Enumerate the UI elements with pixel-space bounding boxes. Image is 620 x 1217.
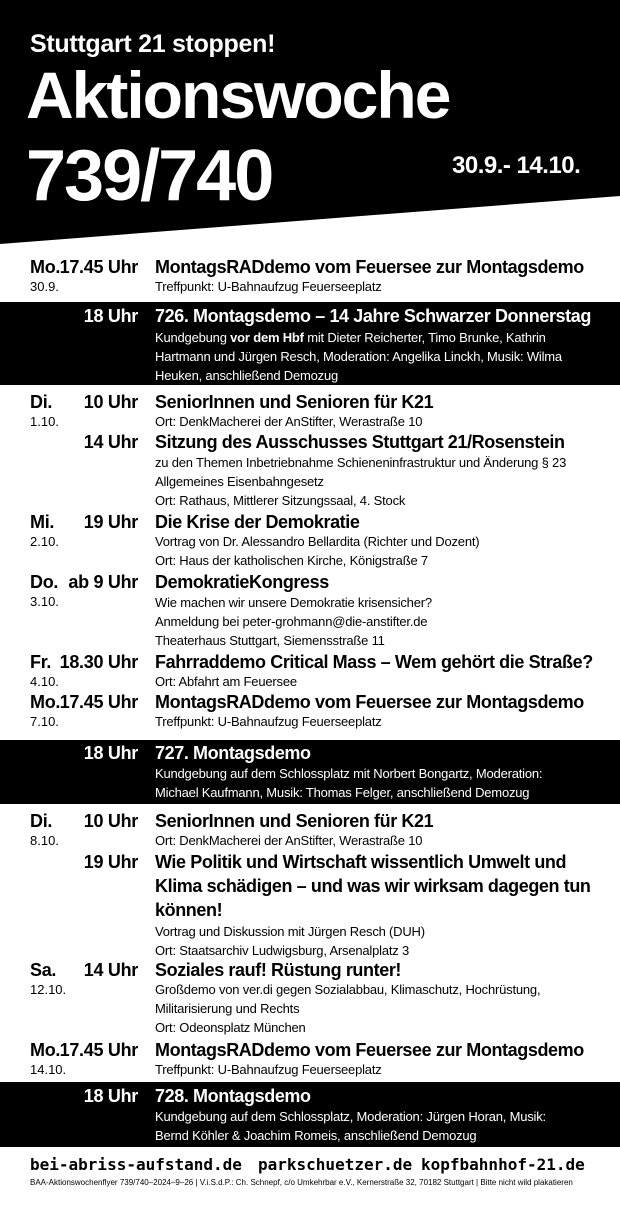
event-row — [0, 430, 620, 510]
event-desc: Kundgebung auf dem Schlossplatz mit Norbert Bongartz, Moderation: Michael Kaufmann, Musik: Thomas Felger, anschließend Demozug — [155, 766, 543, 800]
event-title: 728. Montagsdemo — [155, 1086, 311, 1106]
event-time: 18 Uhr — [83, 1086, 138, 1106]
event-time: 19 Uhr — [83, 852, 138, 872]
event-title: Wie Politik und Wirtschaft wissentlich Umwelt und Klima schädigen – und was wir wirksam dagegen tun können! — [155, 852, 591, 920]
event-date: 12.10. — [30, 982, 67, 997]
event-day: Mi. — [30, 512, 55, 532]
footer-link-parkschuetzer[interactable]: parkschuetzer.de — [258, 1155, 413, 1174]
event-row — [0, 690, 620, 732]
footer-link-kopfbahnhof-21[interactable]: kopfbahnhof-21.de — [421, 1155, 585, 1174]
event-day: Mo. — [30, 692, 61, 712]
event-time: 14 Uhr — [83, 432, 138, 452]
event-day: Do. — [30, 572, 59, 592]
event-day: Fr. — [30, 652, 52, 672]
event-row — [0, 570, 620, 650]
event-date: 7.10. — [30, 714, 59, 729]
event-desc: zu den Themen Inbetriebnahme Schieneninfrastruktur und Änderung § 23 Allgemeines Eisenbahngesetz Ort: Rathaus, Mittlerer Sitzungssaal, 4. Stock — [155, 455, 567, 508]
event-time: 18.30 Uhr — [59, 652, 138, 672]
header-date-range: 30.9.- 14.10. — [452, 152, 581, 179]
event-title: MontagsRADdemo vom Feuersee zur Montagsdemo — [155, 1040, 584, 1060]
event-time: 17.45 Uhr — [59, 1040, 138, 1060]
event-row — [0, 958, 620, 1038]
event-desc: Ort: DenkMacherei der AnStifter, Werastraße 10 — [155, 833, 423, 848]
event-title: Soziales rauf! Rüstung runter! — [155, 960, 402, 980]
event-desc: Ort: DenkMacherei der AnStifter, Werastraße 10 — [155, 414, 423, 429]
footer-links — [0, 1155, 620, 1177]
header-banner — [0, 0, 620, 245]
event-title: 727. Montagsdemo — [155, 743, 311, 763]
event-row — [0, 510, 620, 570]
event-date: 30.9. — [30, 279, 59, 294]
event-title: 726. Montagsdemo – 14 Jahre Schwarzer Donnerstag — [155, 306, 591, 326]
event-row — [0, 850, 620, 958]
event-date: 3.10. — [30, 594, 59, 609]
event-day: Di. — [30, 392, 53, 412]
event-date: 8.10. — [30, 833, 59, 848]
event-desc: Vortrag von Dr. Alessandro Bellardita (Richter und Dozent) Ort: Haus der katholischen Kirche, Königstraße 7 — [155, 534, 480, 568]
event-day: Mo. — [30, 257, 61, 277]
header-number: 739/740 — [26, 136, 273, 216]
event-day: Sa. — [30, 960, 57, 980]
event-date: 1.10. — [30, 414, 59, 429]
event-date: 14.10. — [30, 1062, 67, 1077]
event-title: MontagsRADdemo vom Feuersee zur Montagsdemo — [155, 257, 584, 277]
event-row-highlight — [0, 1082, 620, 1147]
event-title: Die Krise der Demokratie — [155, 512, 360, 532]
event-desc: Kundgebung auf dem Schlossplatz, Moderation: Jürgen Horan, Musik: Bernd Köhler & Joachim Romeis, anschließend Demozug — [155, 1109, 546, 1143]
event-title: DemokratieKongress — [155, 572, 329, 592]
event-desc: Großdemo von ver.di gegen Sozialabbau, Klimaschutz, Hochrüstung, Militarisierung und Rechts Ort: Odeonsplatz München — [155, 982, 541, 1035]
event-title: Fahrraddemo Critical Mass – Wem gehört die Straße? — [155, 652, 593, 672]
header-title: Aktionswoche — [26, 58, 450, 132]
event-date: 4.10. — [30, 674, 59, 689]
event-desc: Treffpunkt: U-Bahnaufzug Feuerseeplatz — [155, 714, 382, 729]
event-time: 19 Uhr — [83, 512, 138, 532]
event-row — [0, 255, 620, 295]
event-time: 10 Uhr — [83, 392, 138, 412]
event-row — [0, 1038, 620, 1080]
event-title: Sitzung des Ausschusses Stuttgart 21/Rosenstein — [155, 432, 565, 452]
event-desc: Vortrag und Diskussion mit Jürgen Resch (DUH) Ort: Staatsarchiv Ludwigsburg, Arsenalplatz 3 — [155, 924, 425, 958]
header-subtitle: Stuttgart 21 stoppen! — [30, 30, 276, 58]
event-desc: Ort: Abfahrt am Feuersee — [155, 674, 297, 689]
event-row-highlight — [0, 302, 620, 385]
event-time: 18 Uhr — [83, 743, 138, 763]
event-day: Di. — [30, 811, 53, 831]
imprint: BAA-Aktionswochenflyer 739/740–2024–9–26 | V.i.S.d.P.: Ch. Schnepf, c/o Umkehrbar e.V., Kernerstraße 32, 70182 Stuttgart | Bitte nicht wild plakatieren — [30, 1178, 573, 1187]
event-desc: Treffpunkt: U-Bahnaufzug Feuerseeplatz — [155, 1062, 382, 1077]
footer-link-bei-abriss-aufstand[interactable]: bei-abriss-aufstand.de — [30, 1155, 242, 1174]
event-date: 2.10. — [30, 534, 59, 549]
event-time: 18 Uhr — [83, 306, 138, 326]
event-row-highlight — [0, 740, 620, 804]
event-title: SeniorInnen und Senioren für K21 — [155, 811, 434, 831]
event-desc: Kundgebung vor dem Hbf mit Dieter Reicherter, Timo Brunke, Kathrin Hartmann und Jürgen Resch, Moderation: Angelika Linckh, Musik: Wilma Heuken, anschließend Demozug — [155, 330, 562, 383]
event-time: 17.45 Uhr — [59, 692, 138, 712]
event-day: Mo. — [30, 1040, 61, 1060]
event-row — [0, 809, 620, 851]
event-time: 10 Uhr — [83, 811, 138, 831]
event-desc: Wie machen wir unsere Demokratie krisensicher? Anmeldung bei peter-grohmann@die-anstifter.de Theaterhaus Stuttgart, Siemensstraße 11 — [155, 595, 432, 648]
event-row — [0, 390, 620, 430]
event-time: 14 Uhr — [83, 960, 138, 980]
event-time: 17.45 Uhr — [59, 257, 138, 277]
event-desc: Treffpunkt: U-Bahnaufzug Feuerseeplatz — [155, 279, 382, 294]
event-time: ab 9 Uhr — [68, 572, 138, 592]
event-title: SeniorInnen und Senioren für K21 — [155, 392, 434, 412]
event-title: MontagsRADdemo vom Feuersee zur Montagsdemo — [155, 692, 584, 712]
event-row — [0, 650, 620, 690]
